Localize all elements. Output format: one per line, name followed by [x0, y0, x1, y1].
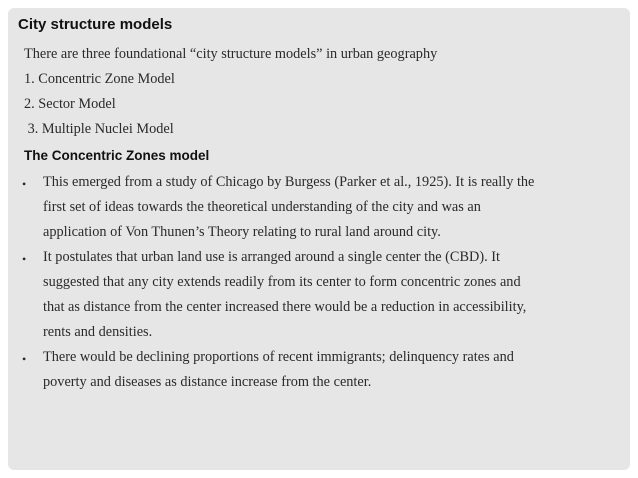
bullet-marker: • — [22, 352, 27, 366]
bullet-2-line-3: that as distance from the center increased there would be a reduction in accessibility, — [43, 299, 527, 315]
bullet-2-line-4: rents and densities. — [43, 324, 153, 340]
model-item-1: 1. Concentric Zone Model — [24, 71, 175, 87]
bullet-2-line-1: It postulates that urban land use is arranged around a single center the (CBD). It — [43, 249, 500, 265]
bullet-marker: • — [22, 252, 27, 266]
bullet-3-line-1: There would be declining proportions of recent immigrants; delinquency rates and — [43, 349, 514, 365]
bullet-2-line-2: suggested that any city extends readily from its center to form concentric zones and — [43, 274, 521, 290]
slide-title: City structure models — [18, 16, 173, 33]
bullet-3-line-2: poverty and diseases as distance increase from the center. — [43, 374, 372, 390]
model-item-3: 3. Multiple Nuclei Model — [24, 121, 174, 137]
intro-text: There are three foundational “city structure models” in urban geography — [24, 46, 438, 62]
section-subheading: The Concentric Zones model — [24, 148, 210, 163]
slide-panel — [8, 8, 630, 470]
bullet-1-line-1: This emerged from a study of Chicago by Burgess (Parker et al., 1925). It is really the — [43, 174, 535, 190]
bullet-1-line-2: first set of ideas towards the theoretical understanding of the city and was an — [43, 199, 481, 215]
bullet-1-line-3: application of Von Thunen’s Theory relating to rural land around city. — [43, 224, 441, 240]
model-item-2: 2. Sector Model — [24, 96, 116, 112]
bullet-marker: • — [22, 177, 27, 191]
